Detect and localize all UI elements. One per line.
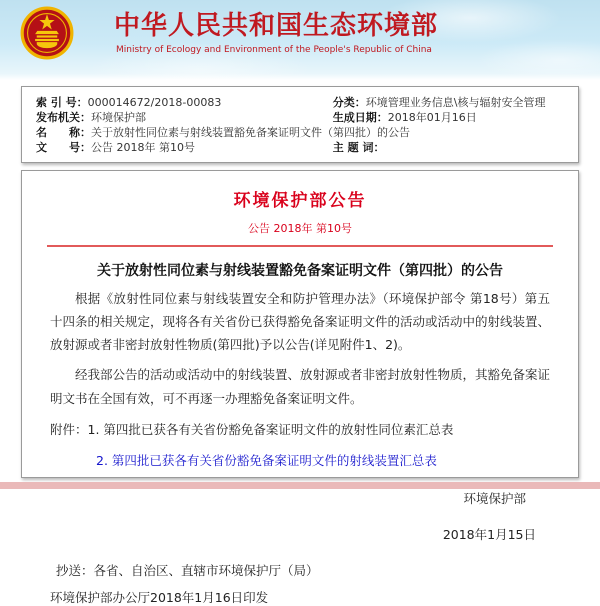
attachments-section — [50, 420, 550, 469]
red-divider — [47, 245, 553, 247]
print-note: 环境保护部办公厅2018年1月16日印发 — [50, 589, 269, 605]
signature-org: 环境保护部 — [463, 490, 526, 506]
ministry-name-en: Ministry of Ecology and Environment of the People's Republic of China — [116, 44, 432, 55]
meta-row — [36, 125, 566, 140]
meta-row — [36, 95, 566, 110]
attachment-1: 1. 第四批已获各有关省份豁免备案证明文件的放射性同位素汇总表 — [87, 421, 454, 437]
footer-strip — [0, 482, 600, 489]
doc-name-label: 名 称： — [36, 126, 91, 139]
announcement-box — [21, 170, 579, 605]
meta-row — [36, 140, 566, 155]
issuing-agency-value: 环境保护部 — [91, 111, 146, 124]
ministry-name: 中华人民共和国生态环境部 — [114, 11, 439, 41]
category-value: 环境管理业务信息\核与辐射安全管理 — [365, 96, 546, 109]
announcement-doc-number: 公告 2018年 第10号 — [248, 222, 352, 235]
site-logo[interactable] — [114, 12, 438, 55]
paragraph-2: 经我部公告的活动或活动中的射线装置、放射源或者非密封放射性物质，其豁免备案证明文书在全国有效，可不再逐一办理豁免备案证明文件。 — [50, 367, 551, 406]
doc-number-label: 文 号： — [36, 141, 91, 154]
attachments-label: 附件： — [50, 421, 88, 437]
site-banner — [0, 0, 600, 80]
attachment-2-link[interactable]: 2. 第四批已获各有关省份豁免备案证明文件的射线装置汇总表 — [96, 452, 437, 468]
paragraph-1: 根据《放射性同位素与射线装置安全和防护管理办法》（环境保护部令 第18号）第五十四条的相关规定，现将各有关省份已获得豁免备案证明文件的活动或活动中的射线装置、放射源或者非密封放射性物质(第四批)予以公告(详见附件1、2)。 — [50, 291, 551, 353]
index-number-value: 000014672/2018-00083 — [87, 96, 222, 109]
doc-number-value: 公告 2018年 第10号 — [91, 141, 195, 154]
issuing-agency-label: 发布机关： — [36, 111, 91, 124]
cc-line: 抄送：各省、自治区、直辖市环境保护厅（局） — [56, 562, 319, 578]
subject-words-label: 主 题 词： — [332, 141, 385, 154]
national-emblem-icon — [20, 6, 74, 64]
announcement-title: 关于放射性同位素与射线装置豁免备案证明文件（第四批）的公告 — [97, 263, 503, 279]
meta-row — [36, 110, 566, 125]
category-label: 分类： — [332, 96, 366, 109]
signature-date: 2018年1月15日 — [442, 526, 536, 542]
announcement-org-title: 环境保护部公告 — [233, 191, 367, 211]
index-number-label: 索 引 号： — [36, 96, 88, 109]
document-meta-box — [21, 86, 579, 163]
doc-name-value: 关于放射性同位素与射线装置豁免备案证明文件（第四批）的公告 — [91, 126, 410, 139]
publish-date-label: 生成日期： — [332, 111, 388, 124]
publish-date-value: 2018年01月16日 — [387, 111, 477, 124]
